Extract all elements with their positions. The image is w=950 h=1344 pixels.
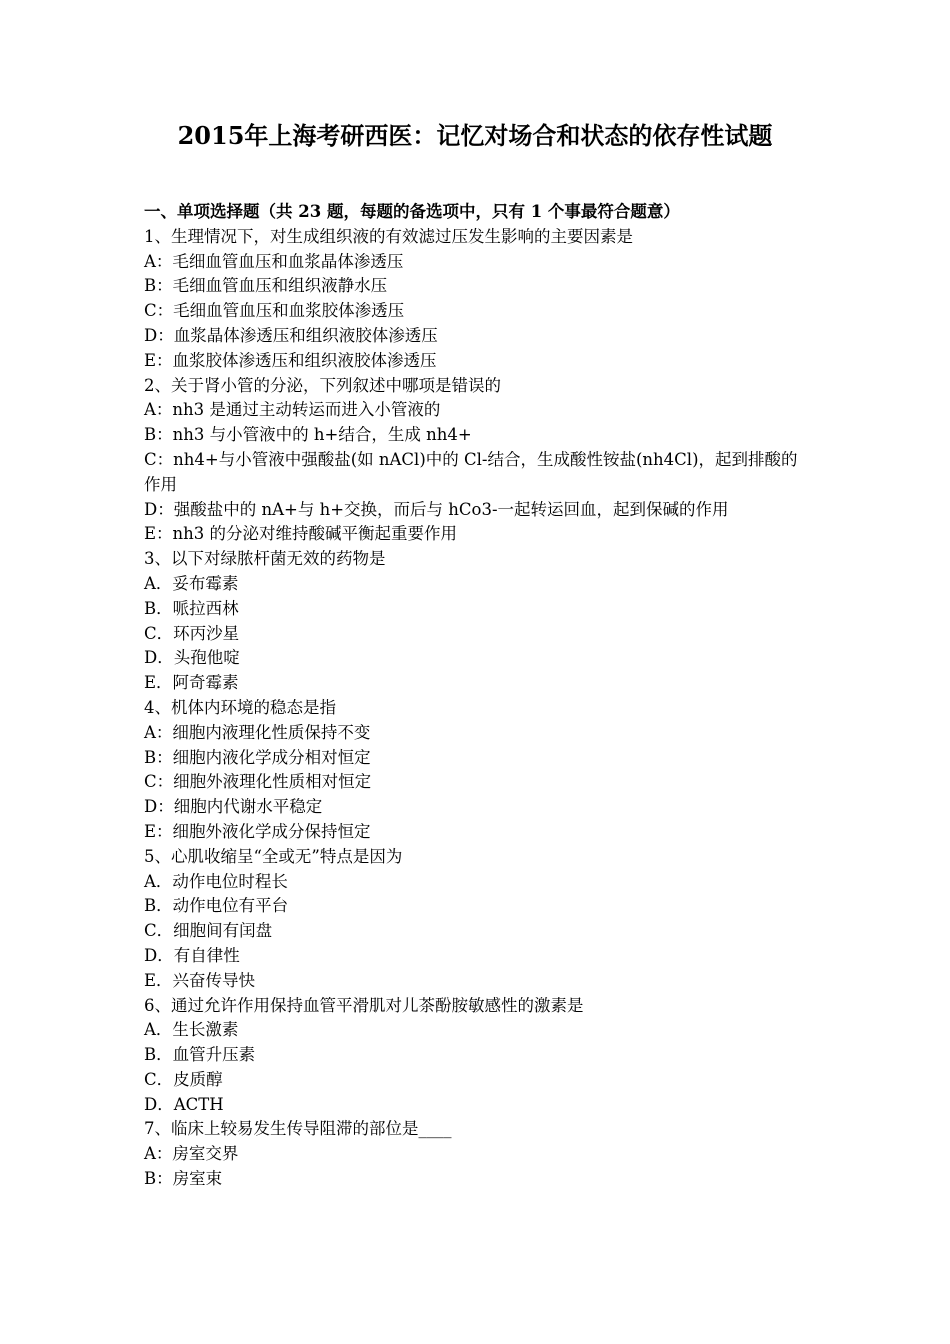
option-a: A：细胞内液理化性质保持不变	[144, 722, 371, 742]
option-b: B．血管升压素	[144, 1045, 256, 1065]
option-c: C：nh4+与小管液中强酸盐(如 nACl)中的 Cl-结合，生成酸性铵盐(nh4Cl)，起到排酸的作用	[144, 449, 798, 494]
page-title: 2015年上海考研西医：记忆对场合和状态的依存性试题	[177, 121, 773, 150]
option-d: D：强酸盐中的 nA+与 h+交换，而后与 hCo3-一起转运回血，起到保碱的作用	[144, 499, 729, 519]
question-text: 1、生理情况下，对生成组织液的有效滤过压发生影响的主要因素是	[144, 226, 633, 246]
option-d: D：细胞内代谢水平稳定	[144, 797, 323, 817]
option-d: D．头孢他啶	[144, 648, 240, 668]
option-c: C：毛细血管血压和血浆胶体渗透压	[144, 301, 405, 321]
option-a: A．动作电位时程长	[144, 871, 288, 891]
option-c: C．细胞间有闰盘	[144, 921, 273, 941]
option-e: E：血浆胶体渗透压和组织液胶体渗透压	[144, 350, 437, 370]
option-a: A：房室交界	[144, 1144, 239, 1164]
section-heading: 一、单项选择题（共 23 题，每题的备选项中，只有 1 个事最符合题意）	[144, 202, 680, 221]
option-e: E：细胞外液化学成分保持恒定	[144, 821, 371, 841]
option-c: C：细胞外液理化性质相对恒定	[144, 772, 372, 792]
option-c: C．环丙沙星	[144, 623, 240, 643]
question-text: 7、临床上较易发生传导阻滞的部位是____	[144, 1119, 452, 1139]
question-1	[144, 225, 810, 374]
option-b: B：细胞内液化学成分相对恒定	[144, 747, 371, 767]
question-text: 5、心肌收缩呈“全或无”特点是因为	[144, 846, 403, 866]
question-2	[144, 374, 810, 548]
option-e: E．兴奋传导快	[144, 970, 256, 990]
question-5	[144, 845, 810, 994]
question-4	[144, 696, 810, 845]
question-3	[144, 547, 810, 696]
option-e: E：nh3 的分泌对维持酸碱平衡起重要作用	[144, 524, 458, 544]
question-7	[144, 1117, 810, 1191]
option-d: D：血浆晶体渗透压和组织液胶体渗透压	[144, 325, 438, 345]
question-6	[144, 994, 810, 1118]
option-a: A．生长激素	[144, 1020, 239, 1040]
question-text: 6、通过允许作用保持血管平滑肌对儿茶酚胺敏感性的激素是	[144, 995, 584, 1015]
question-text: 2、关于肾小管的分泌，下列叙述中哪项是错误的	[144, 375, 501, 395]
option-b: B．动作电位有平台	[144, 896, 289, 916]
option-b: B：毛细血管血压和组织液静水压	[144, 276, 388, 296]
option-a: A：毛细血管血压和血浆晶体渗透压	[144, 251, 404, 271]
option-d: D．ACTH	[144, 1094, 224, 1114]
option-c: C．皮质醇	[144, 1069, 223, 1089]
question-text: 3、以下对绿脓杆菌无效的药物是	[144, 549, 386, 569]
option-b: B：房室束	[144, 1169, 223, 1189]
question-text: 4、机体内环境的稳态是指	[144, 697, 336, 717]
option-a: A．妥布霉素	[144, 573, 239, 593]
option-b: B：nh3 与小管液中的 h+结合，生成 nh4+	[144, 425, 472, 445]
option-b: B．哌拉西林	[144, 598, 239, 618]
option-d: D．有自律性	[144, 945, 240, 965]
option-e: E．阿奇霉素	[144, 673, 239, 693]
document-body	[144, 200, 810, 1192]
option-a: A：nh3 是通过主动转运而进入小管液的	[144, 400, 441, 420]
